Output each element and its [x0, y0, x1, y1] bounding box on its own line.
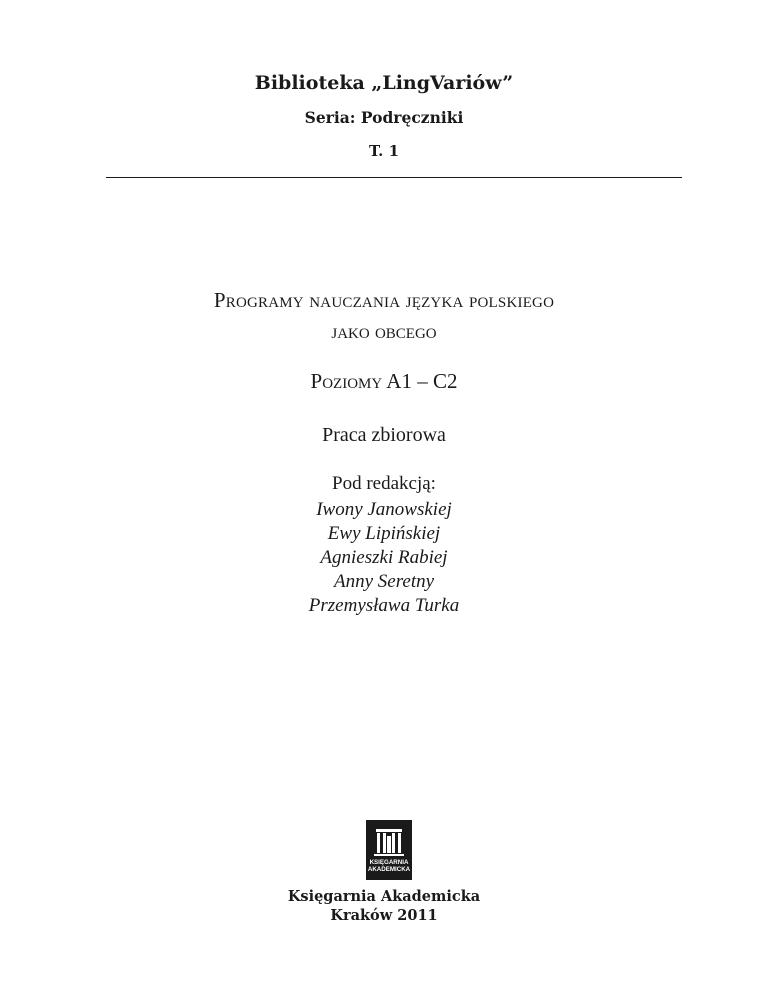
horizontal-rule — [106, 177, 682, 178]
series-title: Biblioteka „LingVariów” — [254, 72, 514, 94]
work-type: Praca zbiorowa — [322, 424, 446, 446]
book-title-line-2: jako obcego — [331, 319, 437, 343]
publisher-place-year: Kraków 2011 — [330, 907, 438, 924]
book-levels: Poziomy A1 – C2 — [310, 369, 458, 393]
logo-text-line-1: KSIĘGARNIA — [369, 859, 409, 866]
editor-name: Iwony Janowskiej — [316, 499, 452, 520]
editor-name: Agnieszki Rabiej — [320, 547, 448, 568]
publisher-logo-mark — [366, 820, 412, 880]
editors-label: Pod redakcją: — [332, 473, 436, 494]
editors-list — [0, 498, 768, 618]
publisher-logo — [366, 820, 412, 880]
editor-name: Przemysława Turka — [308, 595, 460, 616]
editor-name: Ewy Lipińskiej — [327, 523, 441, 544]
series-volume: T. 1 — [368, 142, 400, 160]
publisher-name: Księgarnia Akademicka — [287, 888, 481, 905]
logo-text-line-2: AKADEMICKA — [367, 866, 411, 873]
series-subtitle: Seria: Podręczniki — [304, 108, 464, 127]
book-title-line-1: Programy nauczania języka polskiego — [213, 288, 555, 312]
editor-name: Anny Seretny — [333, 571, 435, 592]
